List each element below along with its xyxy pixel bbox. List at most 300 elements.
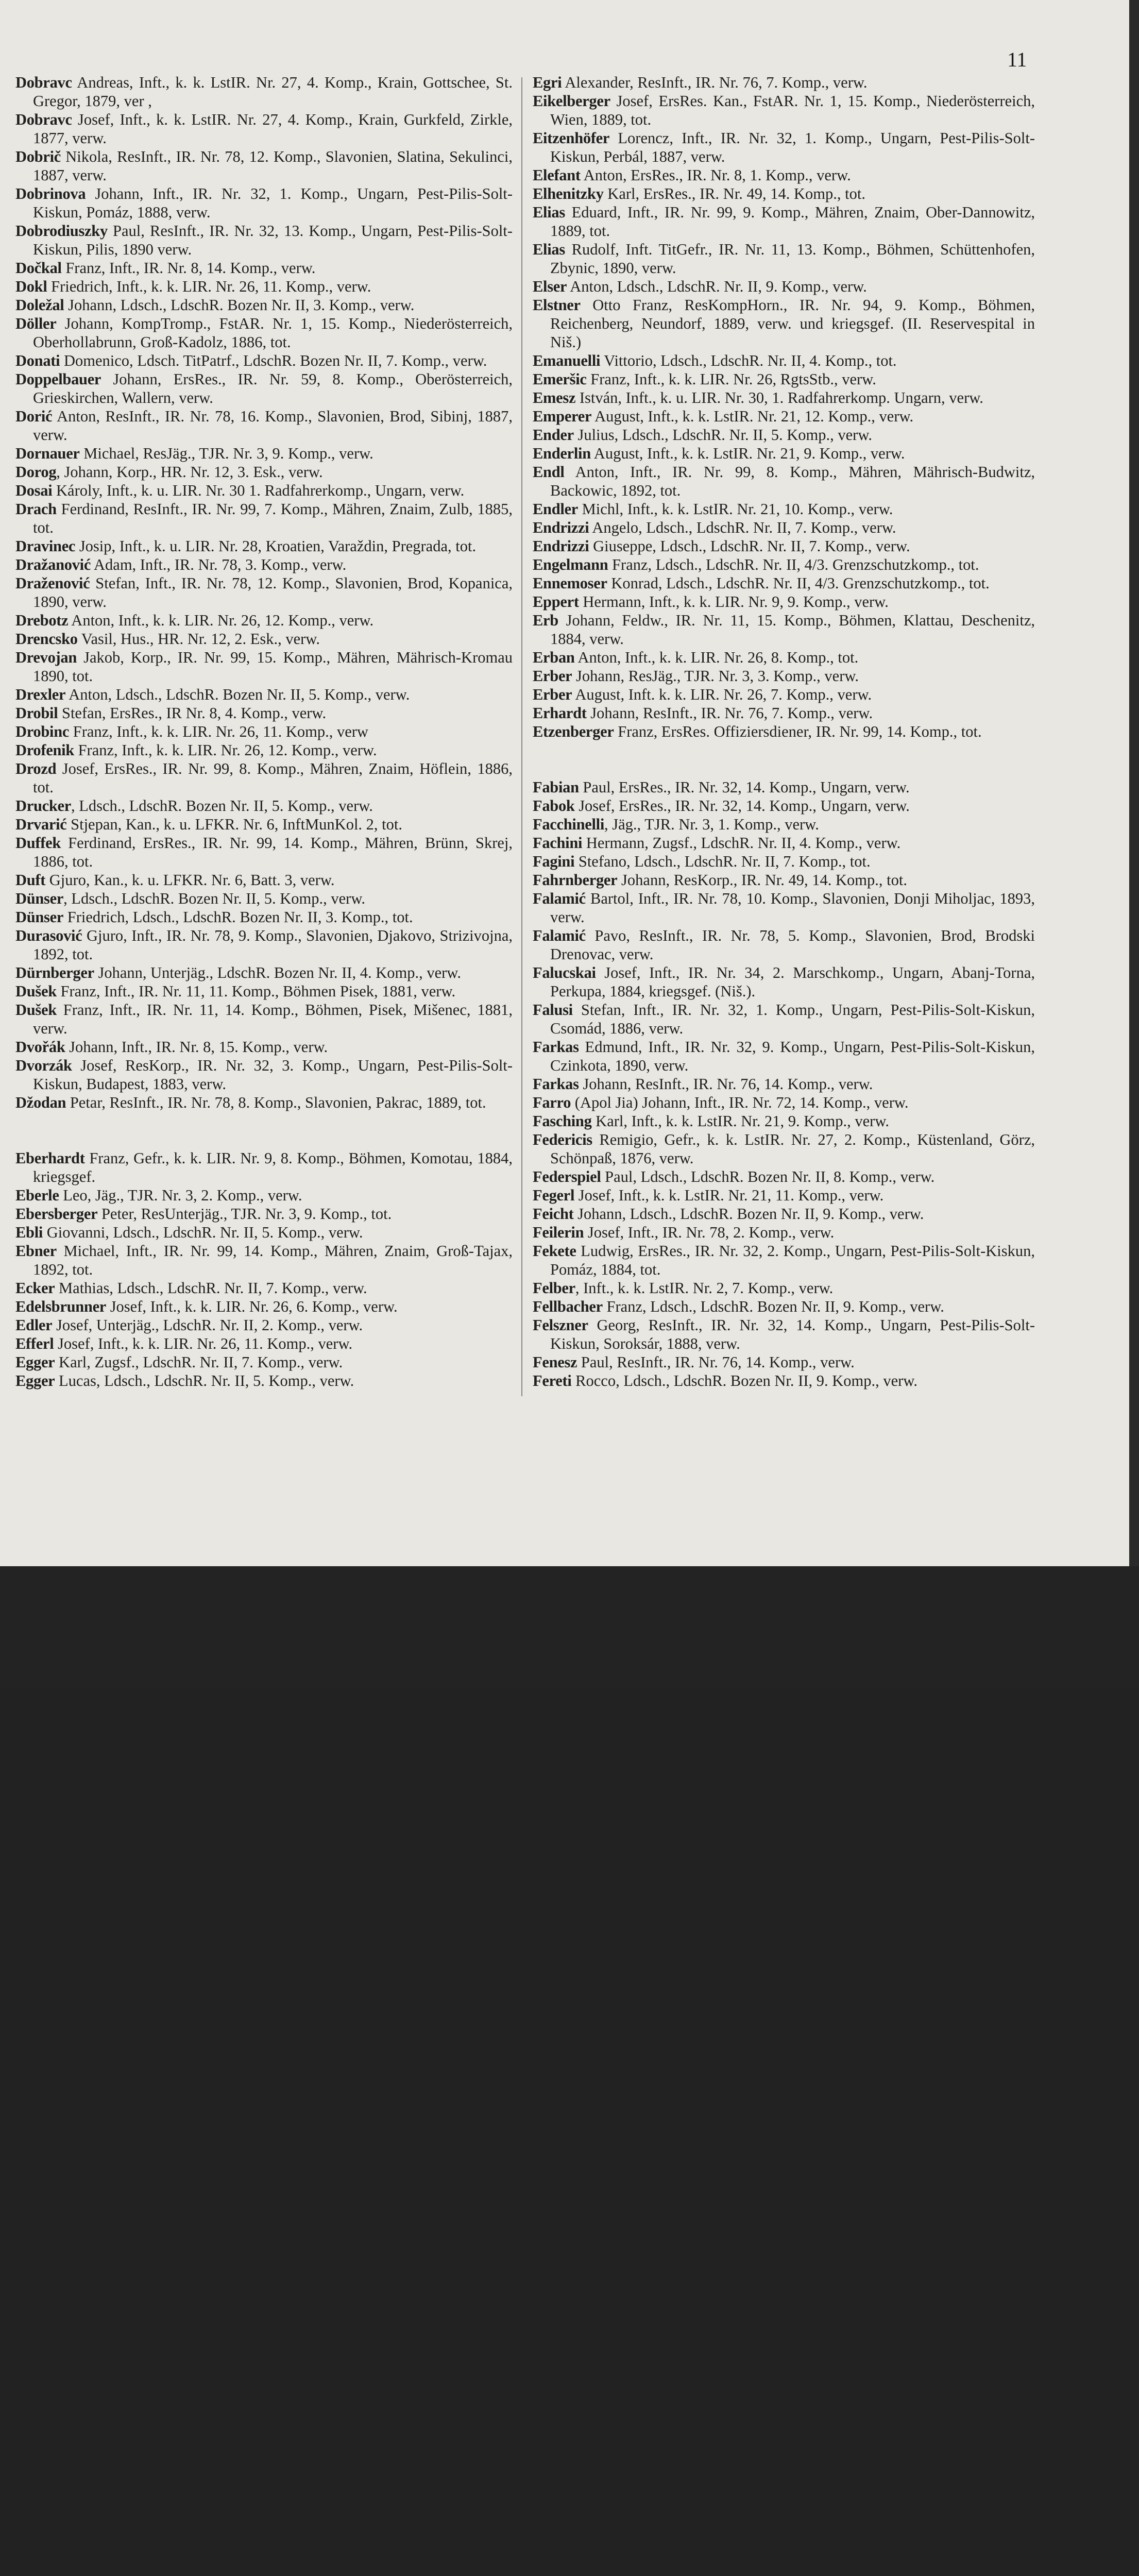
entry-surname: Ebner	[15, 1242, 57, 1260]
entry-surname: Drofenik	[15, 741, 74, 759]
register-entry	[15, 704, 513, 722]
register-entry	[533, 129, 1035, 166]
entry-details: Johann, ResJäg., TJR. Nr. 3, 3. Komp., verw.	[572, 667, 859, 685]
entry-details: Josef, ErsRes. Kan., FstAR. Nr. 1, 15. Komp., Niederösterreich, Wien, 1889, tot.	[550, 92, 1035, 128]
entry-surname: Drach	[15, 500, 57, 518]
entry-details: Gjuro, Inft., IR. Nr. 78, 9. Komp., Slavonien, Djakovo, Strizivojna, 1892, tot.	[33, 927, 513, 963]
register-entry	[15, 648, 513, 685]
entry-details: Franz, Inft., IR. Nr. 8, 14. Komp., verw.	[61, 259, 316, 277]
entry-surname: Edelsbrunner	[15, 1298, 107, 1315]
entry-surname: Emanuelli	[533, 352, 601, 369]
entry-surname: Elser	[533, 278, 567, 295]
register-entry	[533, 1093, 1035, 1112]
entry-details: Michl, Inft., k. k. LstIR. Nr. 21, 10. Komp., verw.	[578, 500, 893, 518]
entry-details: Michael, ResJäg., TJR. Nr. 3, 9. Komp., verw.	[79, 445, 373, 462]
entry-surname: Džodan	[15, 1094, 66, 1111]
register-entry	[15, 611, 513, 630]
entry-details: Franz, ErsRes. Offiziersdiener, IR. Nr. 99, 14. Komp., tot.	[614, 723, 982, 740]
entry-surname: Drobil	[15, 704, 58, 722]
register-entry	[15, 1316, 513, 1334]
entry-surname: Dobrodiuszky	[15, 222, 108, 240]
entry-surname: Emesz	[533, 389, 576, 406]
entry-surname: Enderlin	[533, 445, 591, 462]
register-entry	[533, 426, 1035, 444]
register-entry	[15, 1149, 513, 1186]
register-entry	[533, 518, 1035, 537]
register-entry	[15, 908, 513, 926]
entry-surname: Dobrič	[15, 148, 61, 165]
page-edge	[1129, 0, 1139, 1566]
entry-surname: Dobrinova	[15, 185, 86, 202]
entry-details: Pavo, ResInft., IR. Nr. 78, 5. Komp., Slavonien, Brod, Brodski Drenovac, verw.	[550, 927, 1035, 963]
register-entry	[15, 871, 513, 889]
entry-details: Franz, Gefr., k. k. LIR. Nr. 9, 8. Komp., Böhmen, Komotau, 1884, kriegsgef.	[33, 1149, 513, 1185]
entry-surname: Edler	[15, 1316, 53, 1334]
left-column	[15, 73, 513, 1390]
entry-details: Stefan, ErsRes., IR Nr. 8, 4. Komp., verw.	[58, 704, 327, 722]
entry-surname: Dorog	[15, 463, 57, 481]
entry-surname: Drevojan	[15, 649, 77, 666]
register-entry	[533, 834, 1035, 852]
entry-surname: Emeršic	[533, 370, 587, 388]
entry-details: Anton, Inft., k. k. LIR. Nr. 26, 8. Komp., tot.	[574, 649, 859, 666]
register-entry	[533, 963, 1035, 1001]
entry-details: Anton, ErsRes., IR. Nr. 8, 1. Komp., verw.	[580, 166, 851, 184]
entry-details: Ludwig, ErsRes., IR. Nr. 32, 2. Komp., Ungarn, Pest-Pilis-Solt-Kiskun, Pomáz, 1884, tot.	[550, 1242, 1035, 1278]
entry-details: Josef, Inft., IR. Nr. 34, 2. Marschkomp., Ungarn, Abanj-Torna, Perkupa, 1884, kriegsgef. (Niš.).	[550, 964, 1035, 1000]
entry-surname: Eikelberger	[533, 92, 610, 110]
entry-surname: Fekete	[533, 1242, 576, 1260]
entry-surname: Fellbacher	[533, 1298, 603, 1315]
entry-details: Johann, ResKorp., IR. Nr. 49, 14. Komp., tot.	[617, 871, 907, 889]
entry-details: Johann, Inft., IR. Nr. 8, 15. Komp., verw.	[65, 1038, 328, 1056]
entry-surname: Elias	[533, 241, 565, 258]
register-entry	[15, 574, 513, 611]
entry-surname: Endrizzi	[533, 519, 589, 536]
entry-surname: Eppert	[533, 593, 579, 611]
register-entry	[15, 1038, 513, 1056]
entry-details: Otto Franz, ResKompHorn., IR. Nr. 94, 9. Komp., Böhmen, Reichenberg, Neundorf, 1889, verw. und kriegsgef. (II. Reservespital in Niš.)	[550, 296, 1035, 351]
entry-surname: Federicis	[533, 1131, 592, 1148]
entry-surname: Dvorzák	[15, 1057, 72, 1074]
register-entry	[533, 852, 1035, 871]
entry-details: Giuseppe, Ldsch., LdschR. Nr. II, 7. Komp., verw.	[589, 537, 910, 555]
register-entry	[15, 277, 513, 296]
entry-details: Franz, Inft., IR. Nr. 11, 11. Komp., Böhmen Pisek, 1881, verw.	[56, 982, 456, 1000]
entry-surname: Ender	[533, 426, 574, 444]
entry-details: István, Inft., k. u. LIR. Nr. 30, 1. Radfahrerkomp. Ungarn, verw.	[575, 389, 983, 406]
register-entry	[15, 630, 513, 648]
entry-details: Josef, Inft., k. k. LIR. Nr. 26, 11. Komp., verw.	[54, 1335, 353, 1352]
entry-surname: Falucskai	[533, 964, 596, 981]
register-entry	[533, 184, 1035, 203]
register-entry	[533, 778, 1035, 796]
register-entry	[15, 73, 513, 110]
entry-details: Vasil, Hus., HR. Nr. 12, 2. Esk., verw.	[77, 630, 320, 648]
entry-surname: Drexler	[15, 686, 66, 703]
entry-details: Anton, Inft., IR. Nr. 99, 8. Komp., Mähren, Mährisch-Budwitz, Backowic, 1892, tot.	[550, 463, 1035, 499]
entry-details: Josef, ResKorp., IR. Nr. 32, 3. Komp., Ungarn, Pest-Pilis-Solt-Kiskun, Budapest, 1883, verw.	[33, 1057, 513, 1093]
entry-surname: Dürnberger	[15, 964, 94, 981]
register-entry	[533, 815, 1035, 834]
entry-details: Paul, ErsRes., IR. Nr. 32, 14. Komp., Ungarn, verw.	[579, 778, 910, 796]
entry-surname: Duffek	[15, 834, 61, 852]
entry-surname: Erb	[533, 612, 558, 629]
entry-details: (Apol Jia) Johann, Inft., IR. Nr. 72, 14. Komp., verw.	[571, 1094, 909, 1111]
entry-surname: Eitzenhöfer	[533, 129, 610, 147]
entry-surname: Fereti	[533, 1372, 572, 1389]
register-entry	[533, 871, 1035, 889]
register-entry	[533, 296, 1035, 351]
register-entry	[533, 240, 1035, 277]
entry-surname: Ecker	[15, 1279, 55, 1297]
register-entry	[15, 1371, 513, 1390]
register-entry	[533, 92, 1035, 129]
register-entry	[533, 592, 1035, 611]
register-entry	[15, 463, 513, 481]
entry-surname: Draženović	[15, 574, 90, 592]
entry-details: Karl, Zugsf., LdschR. Nr. II, 7. Komp., verw.	[55, 1353, 343, 1371]
entry-surname: Falamić	[533, 927, 586, 944]
entry-surname: Dobravc	[15, 74, 72, 91]
register-entry	[15, 500, 513, 537]
register-entry	[533, 463, 1035, 500]
register-entry	[533, 1353, 1035, 1371]
entry-surname: Efferl	[15, 1335, 54, 1352]
entry-details: August, Inft., k. k. LstIR. Nr. 21, 9. Komp., verw.	[590, 445, 905, 462]
register-entry	[533, 1167, 1035, 1186]
entry-surname: Dravinec	[15, 537, 76, 555]
register-entry	[533, 370, 1035, 388]
entry-details: , Johann, Korp., HR. Nr. 12, 3. Esk., verw.	[56, 463, 323, 481]
entry-details: Nikola, ResInft., IR. Nr. 78, 12. Komp., Slavonien, Slatina, Sekulinci, 1887, verw.	[33, 148, 513, 184]
entry-details: Angelo, Ldsch., LdschR. Nr. II, 7. Komp., verw.	[589, 519, 896, 536]
entry-details: Johann, KompTromp., FstAR. Nr. 1, 15. Komp., Niederösterreich, Oberhollabrunn, Groß-Kadolz, 1886, tot.	[33, 315, 513, 351]
register-entry	[533, 500, 1035, 518]
entry-details: Josef, ErsRes., IR. Nr. 99, 8. Komp., Mähren, Znaim, Höflein, 1886, tot.	[33, 760, 513, 796]
register-entry	[15, 370, 513, 407]
register-entry	[15, 296, 513, 314]
entry-details: Johann, Feldw., IR. Nr. 11, 15. Komp., Böhmen, Klattau, Deschenitz, 1884, verw.	[550, 612, 1035, 648]
entry-surname: Endler	[533, 500, 579, 518]
entry-surname: Feilerin	[533, 1224, 584, 1241]
entry-details: Anton, Ldsch., LdschR. Bozen Nr. II, 5. Komp., verw.	[65, 686, 410, 703]
entry-details: Johann, ResInft., IR. Nr. 76, 14. Komp., verw.	[579, 1075, 873, 1093]
entry-details: Franz, Inft., k. k. LIR. Nr. 26, RgtsStb., verw.	[586, 370, 876, 388]
register-entry	[533, 444, 1035, 463]
entry-surname: Drebotz	[15, 612, 69, 629]
entry-surname: Dokl	[15, 278, 47, 295]
entry-surname: Ennemoser	[533, 574, 607, 592]
entry-surname: Fagini	[533, 853, 575, 870]
entry-details: Alexander, ResInft., IR. Nr. 76, 7. Komp., verw.	[562, 74, 868, 91]
register-entry	[533, 555, 1035, 574]
register-entry	[533, 351, 1035, 370]
entry-details: Károly, Inft., k. u. LIR. Nr. 30 1. Radfahrerkomp., Ungarn, verw.	[52, 482, 465, 499]
register-entry	[15, 184, 513, 222]
entry-details: Rudolf, Inft. TitGefr., IR. Nr. 11, 13. Komp., Böhmen, Schüttenhofen, Zbynic, 1890, verw.	[550, 241, 1035, 277]
entry-details: Anton, ResInft., IR. Nr. 78, 16. Komp., Slavonien, Brod, Sibinj, 1887, verw.	[33, 408, 513, 444]
register-entry	[533, 537, 1035, 555]
entry-surname: Felber	[533, 1279, 575, 1297]
register-entry	[533, 1316, 1035, 1353]
entry-surname: Drucker	[15, 797, 72, 815]
entry-surname: Fegerl	[533, 1187, 575, 1204]
register-entry	[15, 1279, 513, 1297]
register-entry	[15, 444, 513, 463]
entry-surname: Drobinc	[15, 723, 70, 740]
register-entry	[533, 648, 1035, 667]
entry-details: Johann, Inft., IR. Nr. 32, 1. Komp., Ungarn, Pest-Pilis-Solt-Kiskun, Pomáz, 1888, verw.	[33, 185, 513, 221]
register-entry	[15, 407, 513, 444]
entry-details: Josef, Unterjäg., LdschR. Nr. II, 2. Komp., verw.	[52, 1316, 363, 1334]
entry-surname: Erhardt	[533, 704, 587, 722]
entry-details: Josef, Inft., k. k. LstIR. Nr. 27, 4. Komp., Krain, Gurkfeld, Zirkle, 1877, verw.	[33, 111, 513, 147]
entry-details: Remigio, Gefr., k. k. LstIR. Nr. 27, 2. Komp., Küstenland, Görz, Schönpaß, 1876, verw.	[550, 1131, 1035, 1167]
entry-surname: Felszner	[533, 1316, 588, 1334]
register-entry	[15, 834, 513, 871]
entry-surname: Doležal	[15, 296, 64, 314]
register-entry	[533, 1371, 1035, 1390]
entry-details: Ferdinand, ErsRes., IR. Nr. 99, 14. Komp., Mähren, Brünn, Skrej, 1886, tot.	[33, 834, 513, 870]
entry-surname: Fenesz	[533, 1353, 577, 1371]
entry-details: Franz, Inft., k. k. LIR. Nr. 26, 12. Komp., verw.	[74, 741, 377, 759]
entry-details: August, Inft. k. k. LIR. Nr. 26, 7. Komp., verw.	[572, 686, 872, 703]
entry-details: Adam, Inft., IR. Nr. 78, 3. Komp., verw.	[91, 556, 347, 573]
entry-details: Johann, Ldsch., LdschR. Bozen Nr. II, 9. Komp., verw.	[573, 1205, 924, 1223]
register-entry	[15, 926, 513, 963]
entry-details: Karl, ErsRes., IR. Nr. 49, 14. Komp., tot.	[603, 185, 865, 202]
entry-surname: Fabian	[533, 778, 579, 796]
entry-details: Stefan, Inft., IR. Nr. 78, 12. Komp., Slavonien, Brod, Kopanica, 1890, verw.	[33, 574, 513, 611]
entry-details: Bartol, Inft., IR. Nr. 78, 10. Komp., Slavonien, Donji Miholjac, 1893, verw.	[550, 890, 1035, 926]
entry-details: Anton, Inft., k. k. LIR. Nr. 26, 12. Komp., verw.	[68, 612, 374, 629]
entry-details: Josip, Inft., k. u. LIR. Nr. 28, Kroatien, Varaždin, Pregrada, tot.	[75, 537, 477, 555]
register-entry	[15, 963, 513, 982]
register-entry	[15, 555, 513, 574]
entry-details: Paul, Ldsch., LdschR. Bozen Nr. II, 8. Komp., verw.	[601, 1168, 935, 1185]
register-entry	[15, 1056, 513, 1093]
register-entry	[533, 203, 1035, 240]
register-entry	[15, 889, 513, 908]
register-entry	[533, 1130, 1035, 1167]
entry-surname: Dornauer	[15, 445, 80, 462]
register-entry	[533, 1075, 1035, 1093]
entry-details: Lucas, Ldsch., LdschR. Nr. II, 5. Komp., verw.	[55, 1372, 354, 1389]
register-entry	[15, 481, 513, 500]
register-entry	[15, 1242, 513, 1279]
entry-surname: Egger	[15, 1372, 55, 1389]
entry-surname: Drencsko	[15, 630, 78, 648]
register-entry	[533, 1205, 1035, 1223]
entry-surname: Elstner	[533, 296, 581, 314]
entry-surname: Dünser	[15, 908, 64, 926]
register-entry	[15, 759, 513, 796]
entry-surname: Duft	[15, 871, 46, 889]
entry-surname: Eberhardt	[15, 1149, 85, 1167]
entry-details: Josef, ErsRes., IR. Nr. 32, 14. Komp., Ungarn, verw.	[574, 797, 910, 815]
entry-surname: Döller	[15, 315, 57, 332]
register-entry	[15, 1001, 513, 1038]
entry-details: Giovanni, Ldsch., LdschR. Nr. II, 5. Komp., verw.	[43, 1224, 363, 1241]
register-entry	[15, 259, 513, 277]
register-entry	[533, 166, 1035, 184]
register-entry	[533, 796, 1035, 815]
entry-details: Karl, Inft., k. k. LstIR. Nr. 21, 9. Komp., verw.	[591, 1112, 889, 1130]
entry-details: Paul, ResInft., IR. Nr. 76, 14. Komp., verw.	[577, 1353, 855, 1371]
entry-details: , Ldsch., LdschR. Bozen Nr. II, 5. Komp., verw.	[63, 890, 365, 907]
entry-surname: Ebersberger	[15, 1205, 98, 1223]
register-entry	[533, 277, 1035, 296]
entry-surname: Fabok	[533, 797, 575, 815]
register-entry	[15, 1353, 513, 1371]
entry-surname: Drvarić	[15, 816, 67, 833]
entry-surname: Dünser	[15, 890, 64, 907]
entry-details: Johann, Ldsch., LdschR. Bozen Nr. II, 3. Komp., verw.	[64, 296, 415, 314]
entry-surname: Emperer	[533, 408, 592, 425]
entry-surname: Endl	[533, 463, 565, 481]
register-entry	[15, 1093, 513, 1112]
entry-details: Julius, Ldsch., LdschR. Nr. II, 5. Komp., verw.	[573, 426, 873, 444]
entry-details: August, Inft., k. k. LstIR. Nr. 21, 12. Komp., verw.	[591, 408, 914, 425]
section-gap	[15, 1112, 513, 1149]
entry-details: Friedrich, Inft., k. k. LIR. Nr. 26, 11. Komp., verw.	[47, 278, 371, 295]
entry-details: Hermann, Inft., k. k. LIR. Nr. 9, 9. Komp., verw.	[579, 593, 889, 611]
entry-details: Petar, ResInft., IR. Nr. 78, 8. Komp., Slavonien, Pakrac, 1889, tot.	[66, 1094, 486, 1111]
entry-surname: Dušek	[15, 982, 57, 1000]
entry-surname: Elefant	[533, 166, 581, 184]
entry-surname: Dosai	[15, 482, 53, 499]
register-entry	[15, 110, 513, 147]
register-entry	[533, 407, 1035, 426]
entry-surname: Farkas	[533, 1038, 579, 1056]
entry-details: Edmund, Inft., IR. Nr. 32, 9. Komp., Ungarn, Pest-Pilis-Solt-Kiskun, Czinkota, 1890, verw.	[550, 1038, 1035, 1074]
entry-surname: Falamić	[533, 890, 586, 907]
entry-details: Domenico, Ldsch. TitPatrf., LdschR. Bozen Nr. II, 7. Komp., verw.	[60, 352, 487, 369]
register-entry	[15, 982, 513, 1001]
entry-details: Paul, ResInft., IR. Nr. 32, 13. Komp., Ungarn, Pest-Pilis-Solt-Kiskun, Pilis, 1890 verw.	[33, 222, 513, 258]
register-entry	[15, 1223, 513, 1242]
right-column	[533, 73, 1035, 1390]
entry-details: Friedrich, Ldsch., LdschR. Bozen Nr. II, 3. Komp., tot.	[63, 908, 413, 926]
register-entry	[533, 1242, 1035, 1279]
entry-details: Johann, Unterjäg., LdschR. Bozen Nr. II, 4. Komp., verw.	[94, 964, 461, 981]
entry-details: Johann, ErsRes., IR. Nr. 59, 8. Komp., Oberösterreich, Grieskirchen, Wallern, verw.	[33, 370, 513, 406]
entry-surname: Dušek	[15, 1001, 57, 1019]
register-entry	[533, 73, 1035, 92]
entry-details: Hermann, Zugsf., LdschR. Nr. II, 4. Komp., verw.	[582, 834, 901, 852]
entry-surname: Erban	[533, 649, 575, 666]
entry-details: Josef, Inft., k. k. LIR. Nr. 26, 6. Komp., verw.	[106, 1298, 398, 1315]
register-entry	[15, 147, 513, 184]
entry-surname: Egri	[533, 74, 562, 91]
entry-surname: Dvořák	[15, 1038, 65, 1056]
entry-details: Franz, Inft., IR. Nr. 11, 14. Komp., Böhmen, Pisek, Mišenec, 1881, verw.	[33, 1001, 513, 1037]
register-entry	[15, 685, 513, 704]
entry-details: Ferdinand, ResInft., IR. Nr. 99, 7. Komp., Mähren, Znaim, Zulb, 1885, tot.	[33, 500, 513, 536]
entry-surname: Erber	[533, 686, 572, 703]
entry-details: , Jäg., TJR. Nr. 3, 1. Komp., verw.	[604, 816, 819, 833]
entry-surname: Farro	[533, 1094, 571, 1111]
register-entry	[15, 796, 513, 815]
register-entry	[533, 685, 1035, 704]
entry-surname: Dočkal	[15, 259, 62, 277]
entry-surname: Elias	[533, 204, 565, 221]
entry-details: Josef, Inft., k. k. LstIR. Nr. 21, 11. Komp., verw.	[574, 1187, 884, 1204]
register-entry	[15, 1205, 513, 1223]
entry-surname: Endrizzi	[533, 537, 589, 555]
register-entry	[533, 1223, 1035, 1242]
column-divider	[521, 77, 522, 1396]
register-entry	[15, 351, 513, 370]
register-entry	[533, 926, 1035, 963]
entry-surname: Facchinelli	[533, 816, 605, 833]
entry-details: Rocco, Ldsch., LdschR. Bozen Nr. II, 9. Komp., verw.	[571, 1372, 917, 1389]
page-number: 11	[1007, 48, 1027, 71]
entry-details: , Inft., k. k. LstIR. Nr. 2, 7. Komp., verw.	[575, 1279, 834, 1297]
register-entry	[533, 1186, 1035, 1205]
register-entry	[533, 574, 1035, 592]
entry-surname: Dražanović	[15, 556, 91, 573]
register-entry	[533, 889, 1035, 926]
entry-surname: Durasović	[15, 927, 82, 944]
entry-details: Mathias, Ldsch., LdschR. Nr. II, 7. Komp., verw.	[55, 1279, 367, 1297]
entry-details: Leo, Jäg., TJR. Nr. 3, 2. Komp., verw.	[59, 1187, 302, 1204]
register-entry	[15, 1334, 513, 1353]
entry-surname: Farkas	[533, 1075, 579, 1093]
entry-details: Jakob, Korp., IR. Nr. 99, 15. Komp., Mähren, Mährisch-Kromau 1890, tot.	[33, 649, 513, 685]
register-entry	[15, 1297, 513, 1316]
entry-surname: Federspiel	[533, 1168, 601, 1185]
register-entry	[15, 314, 513, 351]
register-entry	[533, 1038, 1035, 1075]
entry-surname: Egger	[15, 1353, 55, 1371]
entry-surname: Fahrnberger	[533, 871, 618, 889]
entry-details: Lorencz, Inft., IR. Nr. 32, 1. Komp., Ungarn, Pest-Pilis-Solt-Kiskun, Perbál, 1887, verw.	[550, 129, 1035, 165]
entry-details: Stjepan, Kan., k. u. LFKR. Nr. 6, InftMunKol. 2, tot.	[66, 816, 403, 833]
entry-details: Vittorio, Ldsch., LdschR. Nr. II, 4. Komp., tot.	[600, 352, 897, 369]
entry-details: Michael, Inft., IR. Nr. 99, 14. Komp., Mähren, Znaim, Groß-Tajax, 1892, tot.	[33, 1242, 513, 1278]
entry-details: Konrad, Ldsch., LdschR. Nr. II, 4/3. Grenzschutzkomp., tot.	[607, 574, 990, 592]
register-entry	[15, 222, 513, 259]
entry-surname: Eberle	[15, 1187, 59, 1204]
entry-details: Stefano, Ldsch., LdschR. Nr. II, 7. Komp., tot.	[574, 853, 871, 870]
register-entry	[15, 537, 513, 555]
entry-surname: Drozd	[15, 760, 57, 777]
entry-details: Gjuro, Kan., k. u. LFKR. Nr. 6, Batt. 3, verw.	[45, 871, 335, 889]
register-entry	[533, 722, 1035, 741]
entry-details: Franz, Inft., k. k. LIR. Nr. 26, 11. Komp., verw	[69, 723, 368, 740]
register-entry	[533, 611, 1035, 648]
register-entry	[533, 1279, 1035, 1297]
entry-details: Josef, Inft., IR. Nr. 78, 2. Komp., verw.	[584, 1224, 835, 1241]
entry-surname: Dorić	[15, 408, 53, 425]
entry-details: Franz, Ldsch., LdschR. Nr. II, 4/3. Grenzschutzkomp., tot.	[608, 556, 979, 573]
register-entry	[15, 815, 513, 834]
entry-surname: Ebli	[15, 1224, 43, 1241]
register-entry	[533, 667, 1035, 685]
register-entry	[533, 1112, 1035, 1130]
entry-details: Peter, ResUnterjäg., TJR. Nr. 3, 9. Komp., tot.	[97, 1205, 392, 1223]
entry-surname: Falusi	[533, 1001, 573, 1019]
register-entry	[15, 1186, 513, 1205]
viewer-footer	[0, 1566, 1139, 1688]
register-entry	[533, 1001, 1035, 1038]
entry-surname: Feicht	[533, 1205, 574, 1223]
register-entry	[15, 741, 513, 759]
entry-details: Franz, Ldsch., LdschR. Bozen Nr. II, 9. Komp., verw.	[602, 1298, 944, 1315]
entry-details: Johann, ResInft., IR. Nr. 76, 7. Komp., verw.	[586, 704, 873, 722]
